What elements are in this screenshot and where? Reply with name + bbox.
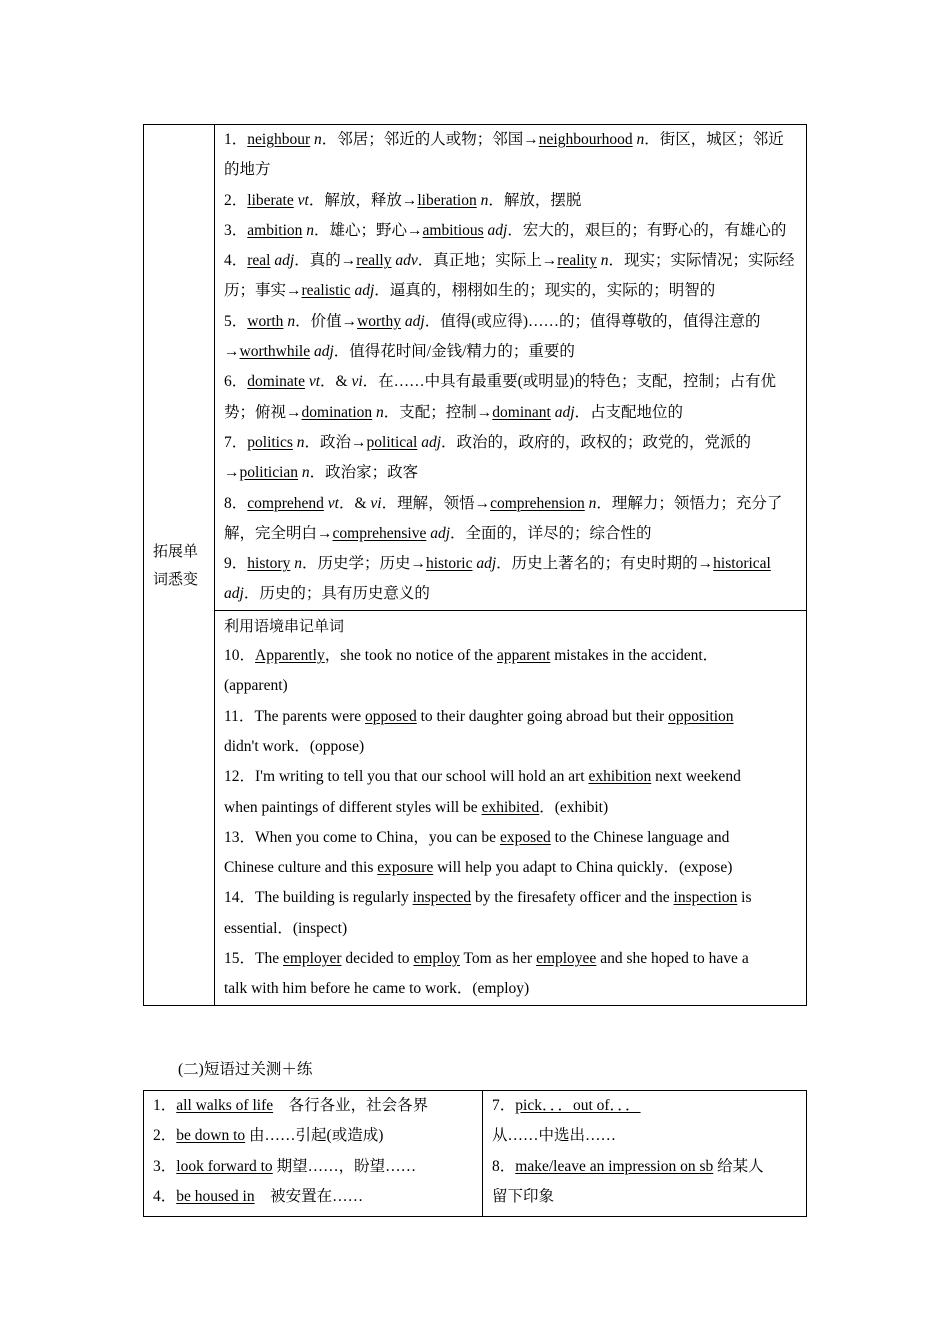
phrase-right-cell	[483, 1091, 807, 1217]
section-label: 拓展单词悉变	[153, 541, 199, 588]
headword: dominate	[247, 373, 305, 391]
phrase-list-left	[153, 1091, 476, 1212]
answer-word: Apparently	[255, 647, 325, 665]
phrase-item-7: 7．pick．．．out of．．．	[492, 1097, 641, 1114]
definition: ．历史的；具有历史意义的	[243, 585, 430, 603]
context-sentence-10: 10．Apparently，she took no notice of the apparent mistakes in the accident．	[224, 647, 719, 665]
context-sentence-14: 14．The building is regularly inspected by the firesafety officer and the inspection is	[224, 889, 752, 907]
phrase-item-7-meaning: 从……中选出……	[492, 1127, 617, 1145]
derived-word: political	[366, 433, 418, 451]
item-number: 3	[224, 221, 232, 239]
definition: ．现实；实际情况；实际经历；事实→	[224, 252, 795, 300]
definition: ．解放，摆脱	[488, 191, 582, 209]
vocab-item-3: 3．ambition n．雄心；野心→ambitious adj．宏大的，艰巨的；有野心的，有雄心的	[224, 221, 787, 239]
answer-word: opposed	[365, 707, 417, 725]
headword: liberate	[247, 191, 294, 209]
derived-word: really	[356, 252, 392, 270]
answer-word: employee	[536, 950, 597, 968]
definition: ．支配；控制→	[383, 403, 493, 421]
phrase-item-3	[153, 1152, 476, 1182]
item-number: 2	[224, 191, 232, 209]
part-of-speech: n	[287, 312, 296, 330]
part-of-speech: n	[314, 131, 322, 148]
definition: ．理解力；领悟力；充分了解，完全明白→	[224, 494, 783, 542]
definition: ．政治家；政客	[309, 464, 419, 482]
answer-word: exposed	[499, 828, 551, 846]
headword: politics	[247, 433, 293, 451]
derived-word: dominant	[492, 403, 551, 421]
definition: ．值得花时间/金钱/精力的；重要的	[333, 343, 575, 361]
definition: ．宏大的，艰巨的；有野心的，有雄心的	[507, 221, 787, 239]
phrase-meaning: 期望……，盼望……	[272, 1157, 417, 1175]
part-of-speech: adj	[224, 585, 244, 603]
part-of-speech: adj	[487, 221, 508, 239]
headword: comprehend	[247, 494, 324, 512]
derived-word: liberation	[417, 191, 477, 209]
item-number: 1．	[153, 1097, 177, 1114]
part-of-speech: vi	[351, 373, 363, 391]
part-of-speech: n	[588, 494, 597, 512]
item-number: 3．	[153, 1157, 177, 1175]
answer-word: exhibited	[481, 798, 540, 816]
phrase-item-2	[153, 1121, 476, 1151]
item-number: 9	[224, 555, 232, 573]
phrase-section-caption: (二)短语过关测＋练	[178, 1061, 313, 1078]
vocab-item-4: 4．real adj．真的→really adv．真正地；实际上→reality n．现实；实际情况；实际经历；事实→realistic adj．逼真的，栩栩如生的；现实的，实际的；明智的	[224, 252, 795, 300]
vocab-item-5: 5．worth n．价值→worthy adj．值得(或应得)……的；值得尊敬的，值得注意的→worthwhile adj．值得花时间/金钱/精力的；重要的	[224, 312, 761, 361]
part-of-speech: adj	[354, 282, 375, 300]
derived-word: comprehensive	[332, 524, 427, 542]
derived-word: reality	[557, 252, 597, 270]
item-number: 1	[224, 131, 232, 148]
vocab-item-1: 1．neighbour n．邻居；邻近的人或物；邻国→neighbourhood n．街区，城区；邻近的地方	[224, 131, 784, 179]
phrase-item-8: 8．make/leave an impression on sb 给某人	[492, 1157, 764, 1175]
part-of-speech: vt	[297, 191, 309, 209]
part-of-speech: adj	[313, 343, 334, 361]
part-of-speech: n	[296, 433, 305, 451]
item-number: 5	[224, 312, 232, 330]
context-sentence-11: 11．The parents were opposed to their daughter going abroad but their opposition	[224, 707, 734, 725]
headword: real	[247, 252, 271, 270]
phrase-answer: be down to	[176, 1127, 246, 1145]
headword: worth	[247, 312, 284, 330]
definition: ．理解，领悟→	[381, 494, 491, 512]
derived-word: worthwhile	[239, 343, 311, 361]
derived-word: politician	[239, 464, 299, 482]
part-of-speech: adv	[395, 252, 418, 270]
phrase-meaning: 各行各业，社会各界	[273, 1097, 429, 1114]
answer-word: apparent	[496, 647, 551, 665]
vocab-list-cell	[215, 125, 807, 611]
definition: ．街区，城区；邻近的地方	[224, 131, 784, 179]
phrase-item-4	[153, 1182, 476, 1212]
part-of-speech: adj	[421, 433, 442, 451]
part-of-speech: vt	[327, 494, 339, 512]
vocab-list	[224, 125, 798, 610]
item-number: 2．	[153, 1127, 177, 1145]
derived-word: historic	[425, 555, 473, 573]
context-sentence-13: 13．When you come to China，you can be exposed to the Chinese language and	[224, 828, 730, 846]
part-of-speech: adj	[554, 403, 575, 421]
derived-word: domination	[301, 403, 373, 421]
derived-word: neighbourhood	[538, 131, 633, 148]
item-number: 6	[224, 373, 232, 391]
derived-word: realistic	[301, 282, 351, 300]
answer-word: employ	[413, 950, 460, 968]
definition: ．政治→	[304, 433, 367, 451]
answer-word: inspected	[412, 889, 472, 907]
item-number: 4	[224, 252, 232, 270]
definition: ．历史学；历史→	[301, 555, 426, 573]
item-number: 7	[224, 433, 232, 451]
derived-word: ambitious	[422, 221, 484, 239]
definition: ．价值→	[295, 312, 358, 330]
part-of-speech: adj	[476, 555, 497, 573]
vocab-item-7: 7．politics n．政治→political adj．政治的，政府的，政权的；政党的，党派的→politician n．政治家；政客	[224, 433, 752, 482]
context-sentence-11-cont: didn't work．(oppose)	[224, 737, 365, 755]
part-of-speech: adj	[274, 252, 295, 270]
part-of-speech: vt	[308, 373, 321, 391]
context-sentence-15: 15．The employer decided to employ Tom as her employee and she hoped to have a	[224, 950, 749, 968]
phrase-meaning: 被安置在……	[254, 1187, 364, 1205]
derived-word: comprehension	[490, 494, 585, 512]
headword: ambition	[247, 221, 303, 239]
definition: ．雄心；野心→	[314, 221, 423, 239]
definition: ．占支配地位的	[574, 403, 684, 421]
part-of-speech: adj	[430, 524, 451, 542]
context-sentence-12: 12．I'm writing to tell you that our school will hold an art exhibition next weekend	[224, 768, 741, 786]
context-sentence-10-cont: (apparent)	[224, 677, 288, 695]
phrase-answer: all walks of life	[176, 1097, 274, 1114]
vocab-table	[143, 124, 807, 1006]
headword: history	[247, 555, 291, 573]
item-number: 8	[224, 494, 232, 512]
derived-word: worthy	[357, 312, 401, 330]
answer-word: exhibition	[588, 768, 652, 786]
phrase-answer: pick．．．out of．．．	[515, 1097, 641, 1114]
phrase-answer: look forward to	[176, 1157, 273, 1175]
definition: ．在……中具有最重要(或明显)的特色；支配，控制；占有优势；俯视→	[224, 373, 776, 421]
phrase-answer: be housed in	[176, 1187, 255, 1205]
part-of-speech: n	[301, 464, 310, 482]
definition: ．逼真的，栩栩如生的；现实的，实际的；明智的	[374, 282, 716, 300]
context-heading: 利用语境串记单词	[224, 616, 345, 635]
definition: ．值得(或应得)……的；值得尊敬的，值得注意的→	[224, 312, 761, 361]
definition: ．全面的，详尽的；综合性的	[450, 524, 652, 542]
answer-word: opposition	[668, 707, 734, 725]
vocab-item-8: 8．comprehend vt．& vi．理解，领悟→comprehension n．理解力；领悟力；充分了解，完全明白→comprehensive adj．全面的，详尽的；综合性的	[224, 494, 783, 542]
phrase-answer: make/leave an impression on sb	[515, 1157, 714, 1175]
vocab-item-2: 2．liberate vt．解放，释放→liberation n．解放，摆脱	[224, 191, 582, 209]
definition: ．邻居；邻近的人或物；邻国→	[321, 131, 539, 148]
part-of-speech: adj	[404, 312, 425, 330]
part-of-speech: n	[376, 403, 384, 421]
context-sentence-15-cont: talk with him before he came to work．(employ)	[224, 980, 530, 998]
definition: ．解放，释放→	[308, 191, 418, 209]
context-sentence-12-cont: when paintings of different styles will be exhibited．(exhibit)	[224, 798, 609, 816]
context-sentence-14-cont: essential．(inspect)	[224, 919, 348, 937]
answer-word: exposure	[377, 859, 434, 877]
context-cell	[215, 610, 807, 1005]
section-label-cell	[144, 125, 215, 1006]
part-of-speech: n	[306, 221, 314, 239]
vocab-item-9: 9．history n．历史学；历史→historic adj．历史上著名的；有史时期的→historical adj．历史的；具有历史意义的	[224, 555, 771, 603]
phrase-item-1	[153, 1091, 476, 1121]
derived-word: historical	[713, 555, 771, 573]
context-sentence-13-cont: Chinese culture and this exposure will help you adapt to China quickly．(expose)	[224, 859, 733, 877]
phrase-meaning: 由……引起(或造成)	[245, 1127, 384, 1145]
definition: ．历史上著名的；有史时期的→	[496, 555, 714, 573]
part-of-speech: n	[480, 191, 489, 209]
phrase-table	[143, 1090, 807, 1217]
answer-word: inspection	[673, 889, 738, 907]
phrase-left-cell	[144, 1091, 483, 1217]
item-number: 4．	[153, 1187, 177, 1205]
phrase-item-8-meaning: 留下印象	[492, 1187, 555, 1205]
answer-word: employer	[283, 950, 342, 968]
definition: ．真的→	[294, 252, 357, 270]
part-of-speech: n	[600, 252, 609, 270]
headword: neighbour	[247, 131, 311, 148]
vocab-item-6: 6．dominate vt．& vi．在……中具有最重要(或明显)的特色；支配，控制；占有优势；俯视→domination n．支配；控制→dominant adj．占支配地位的	[224, 373, 776, 421]
part-of-speech: n	[636, 131, 645, 148]
definition: ．真正地；实际上→	[417, 252, 558, 270]
definition: ．政治的，政府的，政权的；政党的，党派的→	[224, 433, 752, 482]
part-of-speech: vi	[370, 494, 382, 512]
part-of-speech: n	[294, 555, 302, 573]
